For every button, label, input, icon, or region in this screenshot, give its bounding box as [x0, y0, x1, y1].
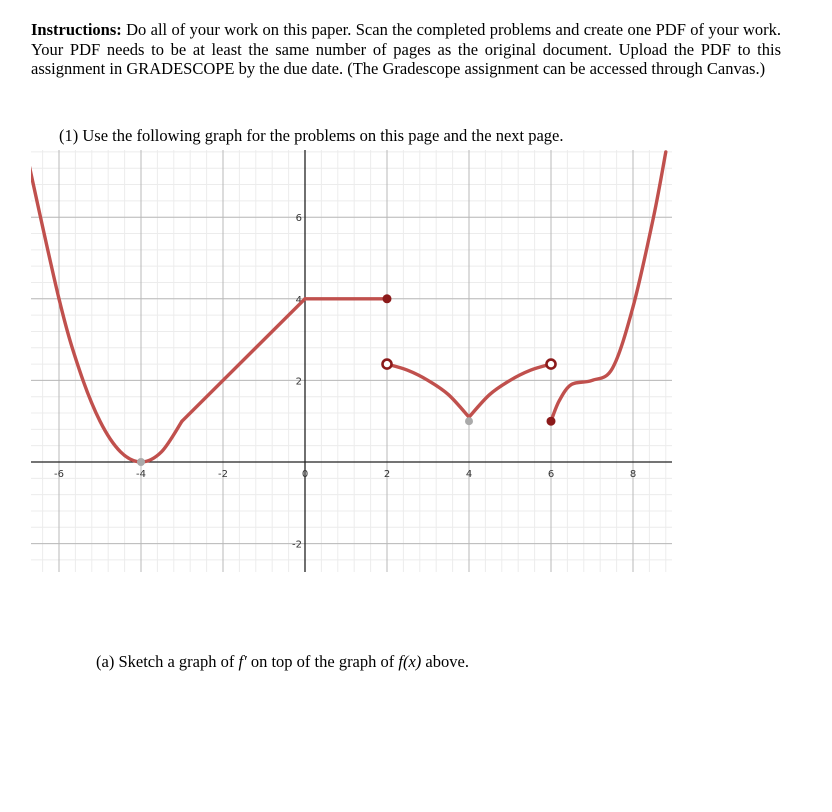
gray-point — [465, 417, 473, 425]
x-tick-label: -6 — [54, 469, 64, 480]
curve-line — [182, 299, 305, 421]
part-a-text-after: above. — [425, 652, 469, 671]
curve-arc_right — [469, 364, 551, 417]
y-tick-label: 4 — [295, 294, 302, 306]
part-a-text-before: Sketch a graph of — [118, 652, 235, 671]
open-point — [383, 360, 392, 369]
problem-1-number: (1) — [59, 126, 79, 145]
part-a-prompt — [96, 652, 469, 672]
f-of-x-symbol: f(x) — [398, 652, 422, 671]
gray-point — [137, 458, 145, 466]
f-prime-symbol: f′ — [238, 652, 247, 671]
y-tick-label: 6 — [295, 213, 302, 225]
filled-point — [547, 417, 556, 426]
x-tick-label: -2 — [218, 469, 228, 480]
problem-1-text: Use the following graph for the problems on this page and the next page. — [82, 126, 564, 145]
part-a-text-middle: on top of the graph of — [250, 652, 395, 671]
x-tick-label: 6 — [547, 469, 555, 480]
x-tick-label: 8 — [629, 469, 637, 480]
y-tick-label: 2 — [295, 376, 302, 388]
x-tick-label: 4 — [465, 469, 473, 480]
y-tick-label: -2 — [292, 539, 302, 551]
x-tick-label: 0 — [301, 469, 309, 480]
instructions-text: Do all of your work on this paper. Scan the completed problems and create one PDF of your work. Your PDF needs to be at least the same number of pages as the original document. Upload the PDF to this assignment in GRADESCOPE by the due date. (The Gradescope assignment can be accessed through Canvas.) — [31, 20, 781, 78]
x-tick-label: 2 — [383, 469, 391, 480]
grid-minor — [31, 150, 672, 572]
instructions-label: Instructions: — [31, 20, 122, 39]
part-a-label: (a) — [96, 652, 115, 671]
curve-arc_left — [387, 364, 469, 417]
curve-parabola — [26, 152, 182, 462]
grid-major — [31, 150, 672, 572]
curves — [26, 152, 666, 462]
x-tick-label: -4 — [136, 469, 146, 480]
open-point — [547, 360, 556, 369]
filled-point — [383, 294, 392, 303]
axes — [31, 150, 672, 572]
